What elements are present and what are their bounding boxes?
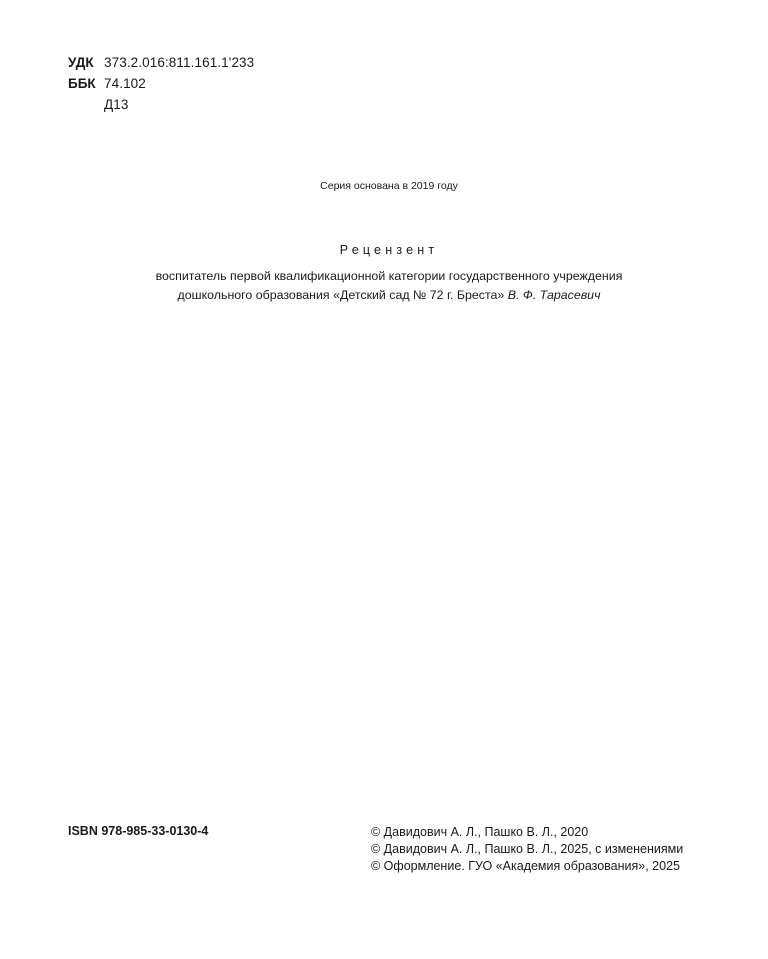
series-note: Серия основана в 2019 году [320, 180, 458, 192]
bbk-label: ББК [68, 76, 96, 91]
reviewer-title: Рецензент [339, 243, 439, 257]
author-mark: Д13 [104, 97, 129, 112]
reviewer-name: В. Ф. Тарасевич [507, 288, 601, 302]
udk-value: 373.2.016:811.161.1'233 [104, 55, 255, 70]
udk-label: УДК [68, 55, 94, 70]
bbk-row [68, 73, 254, 94]
author-mark-row [68, 94, 254, 115]
copyright-line-3: © Оформление. ГУО «Академия образования», 2025 [371, 859, 680, 873]
isbn: ISBN 978-985-33-0130-4 [68, 824, 209, 838]
reviewer-line-1: воспитатель первой квалификационной категории государственного учреждения [155, 269, 623, 283]
copyright-line-2: © Давидович А. Л., Пашко В. Л., 2025, с изменениями [371, 842, 684, 856]
copyright-block [371, 824, 683, 875]
udk-row [68, 52, 254, 73]
reviewer-block [0, 267, 768, 305]
reviewer-institution: дошкольного образования «Детский сад № 72 г. Бреста» [177, 288, 505, 302]
reviewer-line-2 [0, 286, 768, 305]
bbk-value: 74.102 [104, 76, 146, 91]
classification-codes [68, 52, 254, 115]
copyright-line-1: © Давидович А. Л., Пашко В. Л., 2020 [371, 825, 589, 839]
